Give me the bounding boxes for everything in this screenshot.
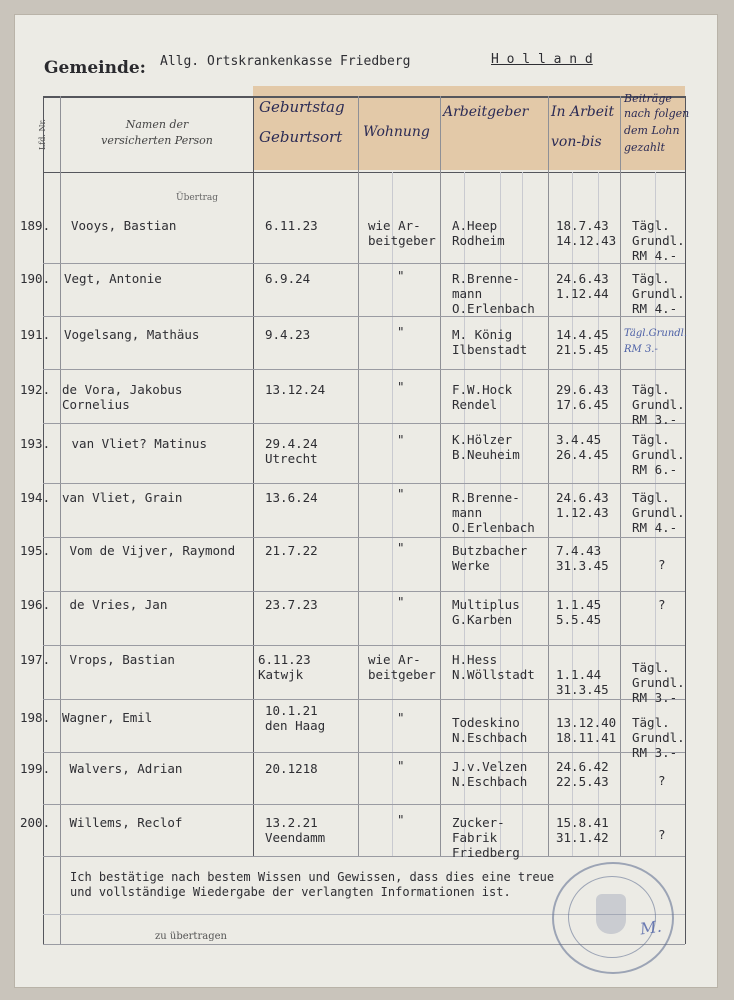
col-header-contrib-2: nach folgen xyxy=(624,107,690,120)
col-header-birth-1: Geburtstag xyxy=(259,98,345,116)
row-birth: 13.12.24 xyxy=(265,382,326,397)
row-rule xyxy=(43,483,685,484)
row-work-period: 13.12.40 18.11.41 xyxy=(556,715,617,745)
row-work-period: 29.6.43 17.6.45 xyxy=(556,382,609,412)
row-contribution: Tägl. Grundl. RM 3.- xyxy=(632,382,685,427)
row-residence: " xyxy=(397,710,405,725)
row-work-period: 3.4.45 26.4.45 xyxy=(556,432,609,462)
col-rule-nr xyxy=(60,96,61,944)
row-contribution: Tägl. Grundl. RM 3.- xyxy=(632,660,685,705)
row-employer: A.Heep Rodheim xyxy=(452,218,505,248)
row-nr: 194. xyxy=(20,490,51,505)
col-rule-employer xyxy=(548,96,549,856)
row-name: Vom de Vijver, Raymond xyxy=(62,543,236,558)
row-rule xyxy=(43,263,685,264)
row-name: Vooys, Bastian xyxy=(71,218,177,233)
row-name: de Vries, Jan xyxy=(62,597,168,612)
row-nr: 196. xyxy=(20,597,51,612)
row-birth: 6.11.23 Katwjk xyxy=(258,652,311,682)
row-employer: M. König Ilbenstadt xyxy=(452,327,528,357)
row-name: Vogelsang, Mathäus xyxy=(64,327,200,342)
row-name: Wagner, Emil xyxy=(62,710,153,725)
row-work-period: 24.6.43 1.12.44 xyxy=(556,271,609,301)
row-nr: 195. xyxy=(20,543,51,558)
carry-over-label: Übertrag xyxy=(176,193,219,203)
row-nr: 199. xyxy=(20,761,51,776)
row-residence: wie Ar- beitgeber xyxy=(368,652,436,682)
col-rule-birth xyxy=(358,96,359,856)
row-work-period: 1.1.45 5.5.45 xyxy=(556,597,602,627)
row-employer: Zucker- Fabrik Friedberg xyxy=(452,815,520,860)
row-rule xyxy=(43,591,685,592)
row-work-period: 15.8.41 31.1.42 xyxy=(556,815,609,845)
table-right-rule xyxy=(685,96,686,944)
row-employer: Todeskino N.Eschbach xyxy=(452,715,528,745)
row-nr: 189. xyxy=(20,218,51,233)
col-rule-work xyxy=(620,96,621,856)
col-header-name-1: Namen der xyxy=(125,118,189,131)
row-rule xyxy=(43,369,685,370)
row-contribution: ? xyxy=(658,827,666,842)
row-rule xyxy=(43,645,685,646)
row-name: Willems, Reclof xyxy=(62,815,183,830)
row-residence: " xyxy=(397,268,405,283)
row-employer: J.v.Velzen N.Eschbach xyxy=(452,759,528,789)
row-birth: 21.7.22 xyxy=(265,543,318,558)
col-header-work-1: In Arbeit xyxy=(551,104,615,120)
row-contribution: Tägl. Grundl. RM 4.- xyxy=(632,271,685,316)
row-rule xyxy=(43,804,685,805)
row-work-period: 14.4.45 21.5.45 xyxy=(556,327,609,357)
row-employer: Butzbacher Werke xyxy=(452,543,528,573)
row-birth: 9.4.23 xyxy=(265,327,311,342)
row-nr: 191. xyxy=(20,327,51,342)
row-residence: " xyxy=(397,758,405,773)
row-residence: wie Ar- beitgeber xyxy=(368,218,436,248)
row-name: Walvers, Adrian xyxy=(62,761,183,776)
row-name: Vegt, Antonie xyxy=(64,271,162,286)
row-nr: 197. xyxy=(20,652,51,667)
row-rule xyxy=(43,537,685,538)
row-contribution: ? xyxy=(658,773,666,788)
row-birth: 10.1.21 den Haag xyxy=(265,703,326,733)
row-rule xyxy=(43,752,685,753)
gemeinde-label: Gemeinde: xyxy=(44,58,146,78)
row-contribution: Tägl. Grundl. RM 6.- xyxy=(632,432,685,477)
row-nr: 193. xyxy=(20,436,51,451)
carry-forward-label: zu übertragen xyxy=(155,931,227,942)
row-work-period: 7.4.43 31.3.45 xyxy=(556,543,609,573)
row-residence: " xyxy=(397,324,405,339)
col-header-work-2: von-bis xyxy=(551,134,602,150)
header-bottom-rule xyxy=(43,172,685,173)
row-residence: " xyxy=(397,540,405,555)
row-birth: 6.11.23 xyxy=(265,218,318,233)
row-birth: 13.2.21 Veendamm xyxy=(265,815,326,845)
certification-statement: Ich bestätige nach bestem Wissen und Gewissen, dass dies eine treue und vollständige Wiedergabe der verlangten Informationen ist. xyxy=(70,870,555,899)
row-contribution: ? xyxy=(658,597,666,612)
col-header-employer: Arbeitgeber xyxy=(443,104,529,120)
col-header-name-2: versicherten Person xyxy=(101,134,213,147)
authority-name: Allg. Ortskrankenkasse Friedberg xyxy=(160,54,411,69)
row-contribution: Tägl. Grundl. RM 4.- xyxy=(632,218,685,263)
row-work-period: 1.1.44 31.3.45 xyxy=(556,667,609,697)
row-employer: R.Brenne- mann O.Erlenbach xyxy=(452,490,535,535)
row-nr: 190. xyxy=(20,271,51,286)
row-residence: " xyxy=(397,486,405,501)
col-header-contrib-4: gezahlt xyxy=(624,141,665,154)
row-employer: Multiplus G.Karben xyxy=(452,597,520,627)
row-rule xyxy=(43,699,685,700)
row-nr: 198. xyxy=(20,710,51,725)
row-name: van Vliet, Grain xyxy=(62,490,183,505)
row-contribution: Tägl.Grundl. RM 3.- xyxy=(624,328,688,355)
row-birth: 13.6.24 xyxy=(265,490,318,505)
grid-guide xyxy=(392,172,393,856)
row-residence: " xyxy=(397,812,405,827)
row-rule xyxy=(43,856,685,857)
col-header-birth-2: Geburtsort xyxy=(259,128,343,146)
nationality-heading: H o l l a n d xyxy=(491,52,593,67)
row-birth: 20.1218 xyxy=(265,761,318,776)
col-rule-residence xyxy=(440,96,441,856)
row-contribution: Tägl. Grundl. RM 3.- xyxy=(632,715,685,760)
row-residence: " xyxy=(397,594,405,609)
row-employer: K.Hölzer B.Neuheim xyxy=(452,432,520,462)
row-birth: 23.7.23 xyxy=(265,597,318,612)
row-work-period: 18.7.43 14.12.43 xyxy=(556,218,617,248)
row-rule xyxy=(43,423,685,424)
row-contribution: ? xyxy=(658,557,666,572)
row-name: van Vliet? Matinus xyxy=(64,436,207,451)
row-contribution: Tägl. Grundl. RM 4.- xyxy=(632,490,685,535)
row-employer: R.Brenne- mann O.Erlenbach xyxy=(452,271,535,316)
row-nr: 192. xyxy=(20,382,51,397)
row-name: Vrops, Bastian xyxy=(62,652,175,667)
col-header-nr: Lfd. Nr. xyxy=(38,119,47,150)
signature-scribble: M. xyxy=(638,916,663,939)
row-birth: 29.4.24 Utrecht xyxy=(265,436,318,466)
row-residence: " xyxy=(397,432,405,447)
row-name: de Vora, Jakobus Cornelius xyxy=(62,382,183,412)
row-residence: " xyxy=(397,379,405,394)
col-header-contrib-3: dem Lohn xyxy=(624,124,680,137)
row-employer: F.W.Hock Rendel xyxy=(452,382,513,412)
row-work-period: 24.6.42 22.5.43 xyxy=(556,759,609,789)
row-work-period: 24.6.43 1.12.43 xyxy=(556,490,609,520)
row-rule xyxy=(43,316,685,317)
col-rule-name xyxy=(253,96,254,856)
row-nr: 200. xyxy=(20,815,51,830)
table-top-rule xyxy=(43,96,685,98)
col-header-residence: Wohnung xyxy=(363,124,430,140)
col-header-contrib-1: Beiträge xyxy=(624,92,672,105)
row-employer: H.Hess N.Wöllstadt xyxy=(452,652,535,682)
row-birth: 6.9.24 xyxy=(265,271,311,286)
